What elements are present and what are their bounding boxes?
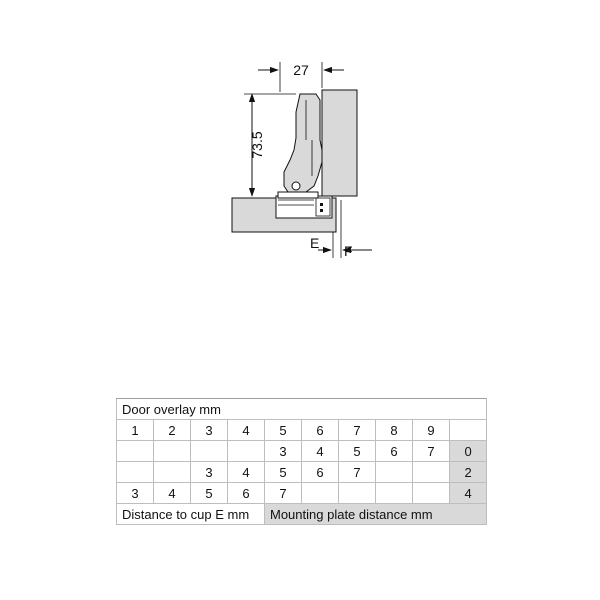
cup-distance-cell	[117, 441, 154, 462]
cup-distance-cell	[339, 483, 376, 504]
dim-e-label: E	[310, 235, 320, 251]
cup-distance-cell	[154, 462, 191, 483]
hinge-pivot	[292, 182, 300, 190]
cup-distance-cell: 7	[265, 483, 302, 504]
cup-distance-cell: 5	[339, 441, 376, 462]
cup-distance-cell: 4	[228, 462, 265, 483]
cup-distance-cell	[302, 483, 339, 504]
cup-distance-cell: 5	[265, 462, 302, 483]
table-footer-row	[117, 504, 487, 525]
cabinet-side-panel	[322, 90, 357, 196]
cup-distance-cell: 7	[413, 441, 450, 462]
overlay-value: 8	[376, 420, 413, 441]
overlay-value: 1	[117, 420, 154, 441]
cup-distance-cell: 6	[302, 462, 339, 483]
cup-distance-cell	[228, 441, 265, 462]
cup-distance-cell	[154, 441, 191, 462]
cup-distance-cell	[117, 462, 154, 483]
table-row	[117, 462, 487, 483]
hinge-arm	[284, 94, 322, 192]
cup-distance-cell	[191, 441, 228, 462]
table-title-row	[117, 399, 487, 420]
cup-distance-cell: 3	[117, 483, 154, 504]
plate-distance-cell: 2	[450, 462, 487, 483]
plate-distance-cell: 0	[450, 441, 487, 462]
overlay-value: 3	[191, 420, 228, 441]
cup-distance-cell: 6	[376, 441, 413, 462]
cup-distance-cell: 7	[339, 462, 376, 483]
overlay-value: 6	[302, 420, 339, 441]
hinge-cup	[276, 196, 332, 218]
plate-distance-footer: Mounting plate distance mm	[265, 504, 487, 525]
cup-distance-cell: 4	[154, 483, 191, 504]
cup-distance-cell: 5	[191, 483, 228, 504]
table-row	[117, 483, 487, 504]
empty-cell	[450, 420, 487, 441]
cup-distance-cell	[376, 462, 413, 483]
overlay-value: 5	[265, 420, 302, 441]
cup-distance-cell	[413, 462, 450, 483]
overlay-value: 4	[228, 420, 265, 441]
cup-distance-cell	[413, 483, 450, 504]
table-title: Door overlay mm	[117, 399, 487, 420]
plate-distance-cell: 4	[450, 483, 487, 504]
overlay-header-row	[117, 420, 487, 441]
cup-distance-cell: 6	[228, 483, 265, 504]
overlay-value: 9	[413, 420, 450, 441]
dim-width-label: 27	[293, 62, 309, 78]
cup-distance-cell: 3	[191, 462, 228, 483]
cup-distance-footer: Distance to cup E mm	[117, 504, 265, 525]
cup-distance-cell	[376, 483, 413, 504]
overlay-value: 7	[339, 420, 376, 441]
cup-distance-cell: 3	[265, 441, 302, 462]
table-row	[117, 441, 487, 462]
dim-f-label: F	[344, 243, 353, 259]
dim-height-label: 73.5	[249, 131, 265, 159]
overlay-value: 2	[154, 420, 191, 441]
cup-distance-cell: 4	[302, 441, 339, 462]
door-overlay-table	[116, 398, 487, 525]
